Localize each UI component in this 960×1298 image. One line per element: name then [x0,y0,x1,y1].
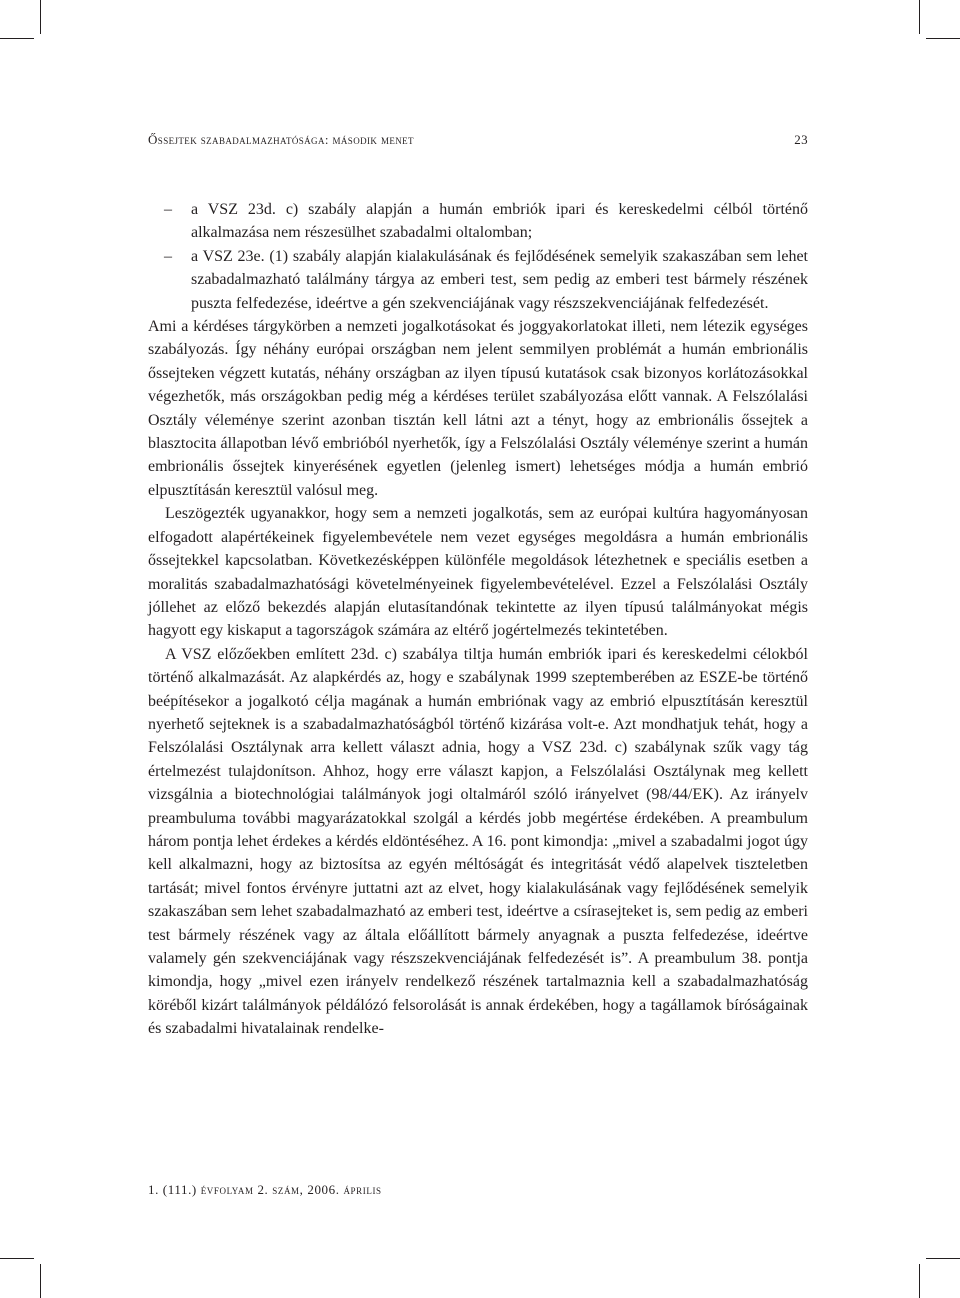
crop-mark-bottom-left-h [0,1258,34,1259]
footer-issue-info: 1. (111.) évfolyam 2. szám, 2006. április [148,1182,382,1197]
crop-mark-top-right [919,0,920,34]
crop-mark-top-left-h [0,38,34,39]
list-dash: – [164,201,172,218]
paragraph: Leszögezték ugyanakkor, hogy sem a nemzeti jogalkotás, sem az európai kultúra hagyományosan elfogadott alapértékeinek figyelembevétele nem vezet egységes megoldásra a humán embrionális őssejtekkel kapcsolatban. Következésképpen különféle megoldások létezhetnek e speciális esetben a moralitás szabadalmazhatósági követelményeinek figyelembevételével. Ezzel a Felszólalási Osztály jóllehet az előző bekezdés alapján elutasítandónak tekintette az ilyen típusú találmányokat mégis hagyott egy kiskaput a tagországok számára az eltérő jogértelmezés tekintetében. [148,505,808,640]
list-item [148,245,808,315]
crop-mark-top-left [40,0,41,34]
list-item-text: a VSZ 23e. (1) szabály alapján kialakulásának és fejlődésének semelyik szakaszában sem lehet szabadalmazható találmány tárgya az emberi test, sem pedig az emberi test bármely részének puszta felfedezése, ideértve a gén szekvenciájának vagy részszekvenciájának felfedezését. [191,247,808,312]
running-title: Őssejtek szabadalmazhatósága: második menet [148,132,414,147]
rule-list [148,198,808,315]
crop-mark-bottom-right-h [926,1258,960,1259]
crop-mark-bottom-left [40,1264,41,1298]
list-dash: – [164,247,172,265]
paragraph: Ami a kérdéses tárgykörben a nemzeti jogalkotásokat és joggyakorlatokat illeti, nem létezik egységes szabályozás. Így néhány európai országban nem jelent semmilyen problémát a humán embrionális őssejteken végzett kutatás, néhány országban az ilyen típusú kutatások csak bizonyos korlátozásokkal végezhetők, más országokban pedig még a kérdéses terület szabályozása előtt vannak. A Felszólalási Osztály véleménye szerint azonban tisztán kell látni azt a tényt, hogy az embrionális őssejtek a blasztocita állapotban lévő embrióból nyerhetők, így a Felszólalási Osztály véleménye szerint a humán embrionális őssejtek kinyerésének egyetlen (jelenleg ismert) lehetséges módja a humán embrió elpusztításán keresztül valósul meg. [148,318,808,499]
page-number: 23 [794,132,808,147]
crop-mark-top-right-h [926,38,960,39]
body-text [148,198,808,1041]
paragraph: A VSZ előzőekben említett 23d. c) szabálya tiltja humán embriók ipari és kereskedelmi célokból történő alkalmazását. Az alapkérdés az, hogy e szabálynak 1999 szeptemberében az ESZE-be történő beépítésekor a jogalkotó célja magának a humán embriónak vagy az embrió elpusztításán keresztül nyerhető sejteknek is a szabadalmazhatóságból történő kizárása volt-e. Azt mondhatjuk tehát, hogy a Felszólalási Osztálynak arra kellett választ adnia, hogy a VSZ 23d. c) szabálynak szűk vagy tág értelmezést tulajdonítson. Ahhoz, hogy erre választ kapjon, a Felszólalási Osztálynak meg kellett vizsgálnia a biotechnológiai találmányok jogi oltalmáról szóló irányelvet (98/44/EK). Az irányelv preambuluma további magyarázatokkal szolgál a kérdés jobb megértése érdekében. A preambulum három pontja lehet érdekes a kérdés eldöntéséhez. A 16. pont kimondja: „mivel a szabadalmi jogot úgy kell alkalmazni, hogy az biztosítsa az egyén méltóságát és integritását védő alapelvek tiszteletben tartását; mivel fontos érvényre juttatni azt az elvet, hogy kialakulásának vagy fejlődésének semelyik szakaszában sem lehet szabadalmazható az emberi test, ideértve a csírasejteket is, sem pedig az emberi test bármely részének vagy az általa előállított bármely anyagnak a puszta felfedezése, ideértve valamely gén szekvenciájának vagy részszekvenciájának felfedezését is”. A preambulum 38. pontja kimondja, hogy „mivel ezen irányelv rendelkező részének tartalmaznia kell a szabadalmazhatóság köréből kizárt találmányok példálózó felsorolását is annak érdekében, hogy a tagállamok bíróságainak és szabadalmi hivatalainak rendelke- [148,645,808,1038]
list-item [148,198,808,245]
crop-mark-bottom-right [919,1264,920,1298]
list-item-text: a VSZ 23d. c) szabály alapján a humán embriók ipari és kereskedelmi célból történő alkalmazása nem részesülhet szabadalmi oltalomban; [191,201,808,242]
